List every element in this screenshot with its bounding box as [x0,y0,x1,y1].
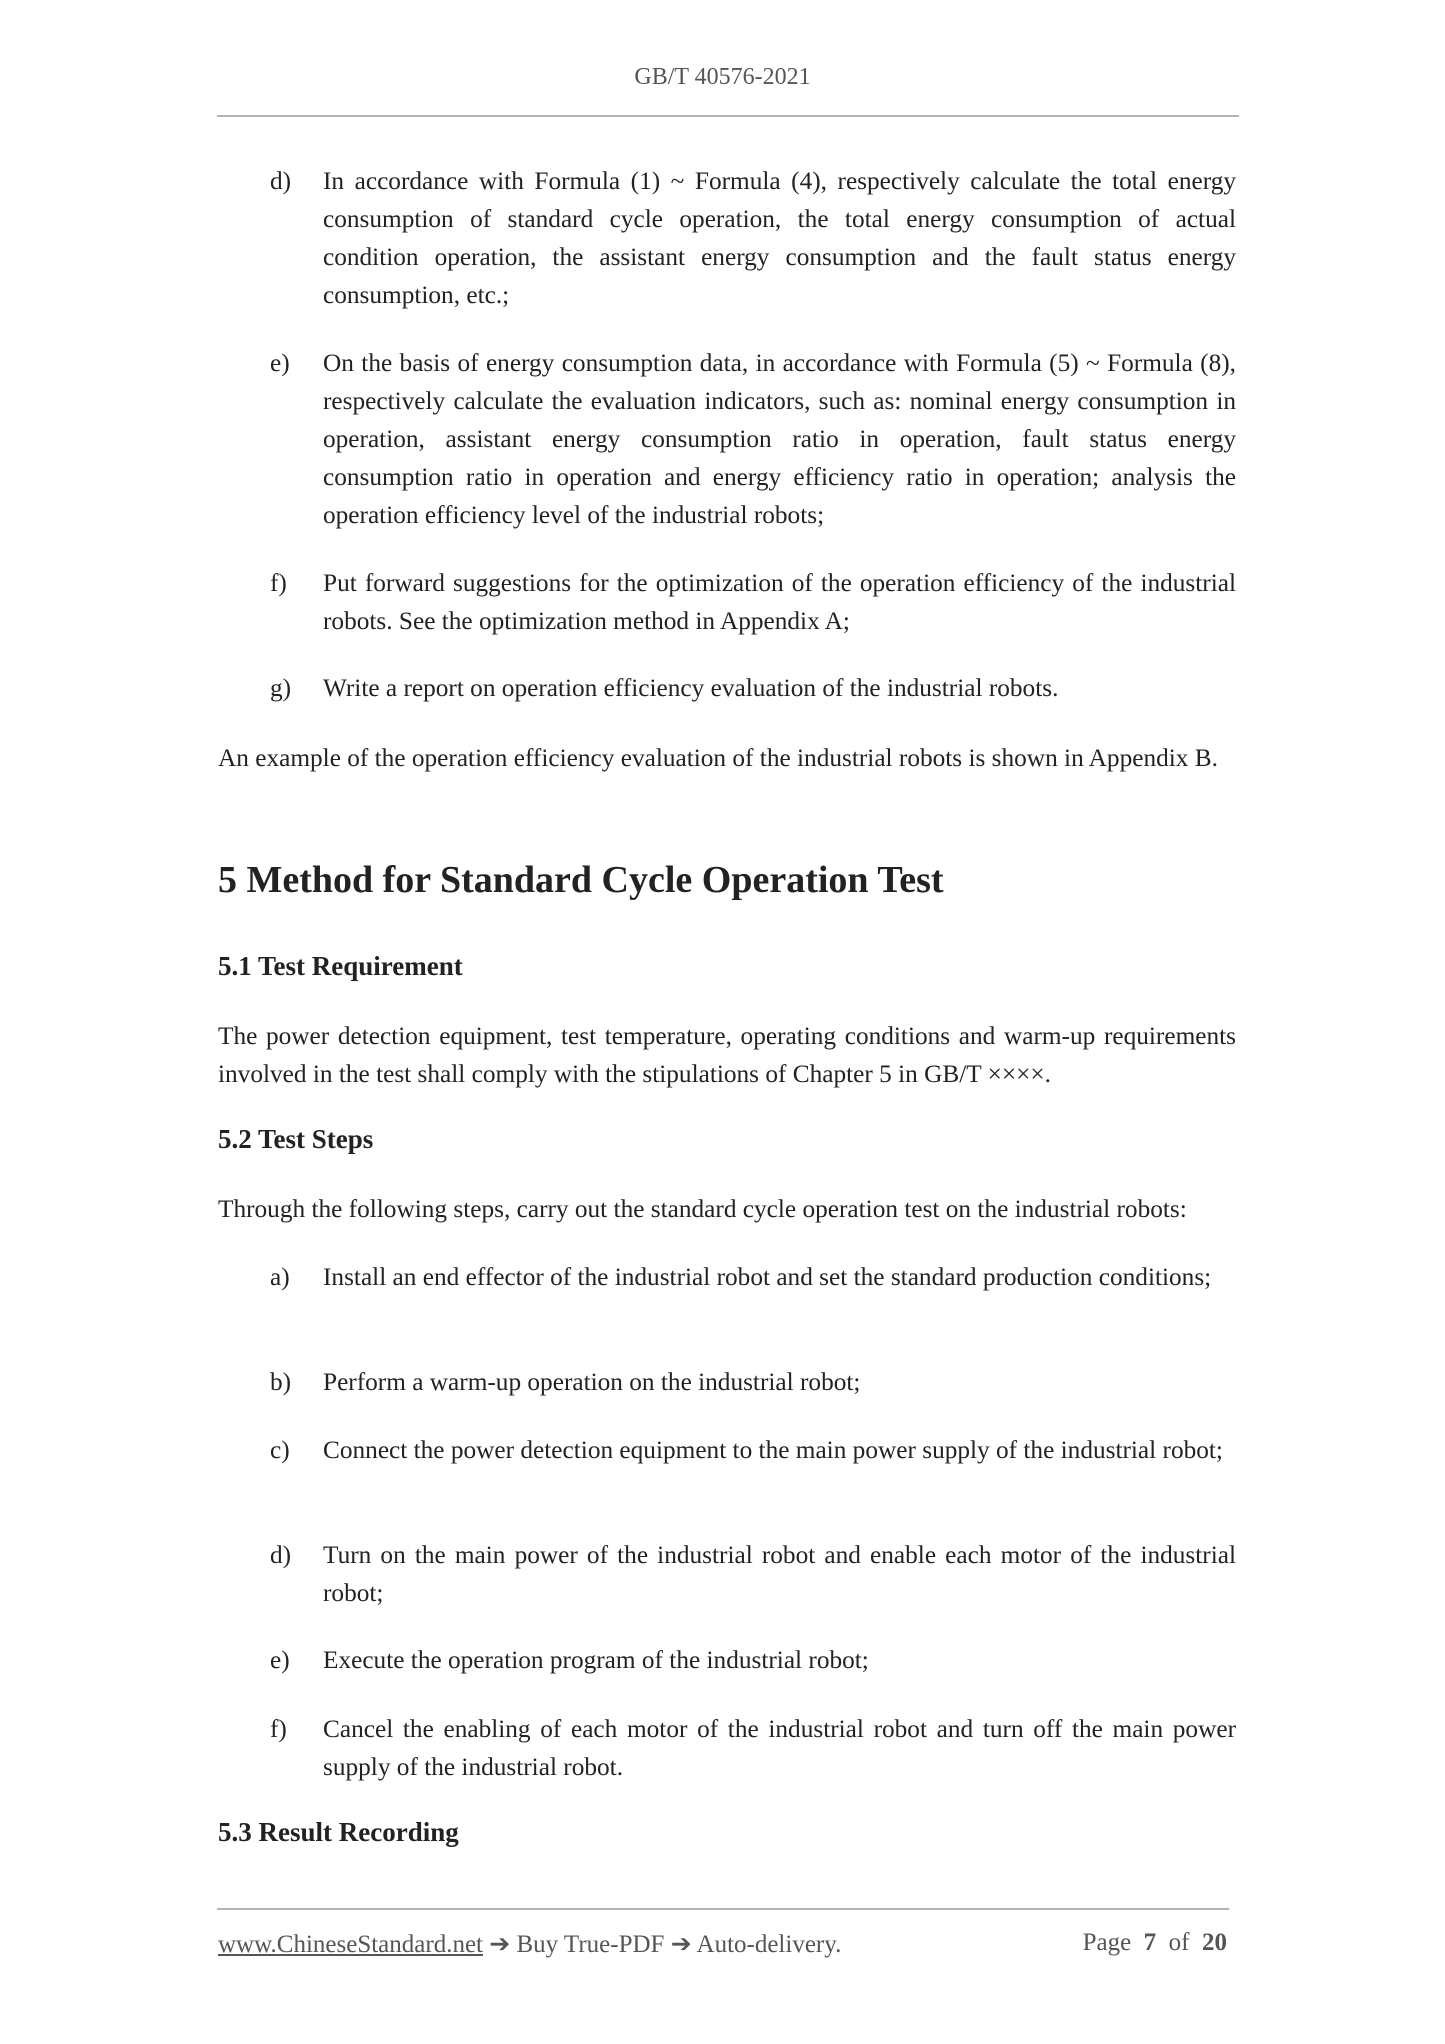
list-item [270,1431,1236,1469]
list-item [270,1363,1236,1401]
list-item [270,162,1236,314]
list-item [270,1710,1236,1786]
list-text: Turn on the main power of the industrial robot and enable each motor of the industrial robot; [323,1541,1236,1607]
section-heading: 5 Method for Standard Cycle Operation Test [218,859,944,901]
website-link[interactable]: www.ChineseStandard.net [218,1931,483,1958]
list-text: Perform a warm-up operation on the industrial robot; [323,1368,861,1396]
list-text: Write a report on operation efficiency evaluation of the industrial robots. [323,674,1059,702]
header-divider [217,115,1239,117]
page-number [1083,1929,1227,1957]
footer-promo [218,1929,841,1959]
subsection-heading: 5.3 Result Recording [218,1817,459,1847]
list-label: e) [270,349,290,377]
list-text: Connect the power detection equipment to the main power supply of the industrial robot; [323,1436,1223,1464]
arrow-icon: ➔ [489,1931,511,1958]
paragraph: The power detection equipment, test temperature, operating conditions and warm-up requirements involved in the test shall comply with the stipulations of Chapter 5 in GB/T ××××. [218,1022,1236,1088]
delivery-text: Auto-delivery. [696,1931,842,1958]
list-label: f) [270,1715,287,1743]
buy-text: Buy True-PDF [516,1931,665,1958]
list-item [270,564,1236,640]
list-label: c) [270,1436,290,1464]
document-header: GB/T 40576-2021 [634,64,811,90]
list-item [270,344,1236,534]
list-label: f) [270,569,287,597]
list-label: d) [270,1541,292,1569]
list-item [270,669,1236,707]
arrow-icon: ➔ [670,1931,692,1958]
list-label: e) [270,1646,290,1674]
of-label: of [1168,1929,1190,1956]
list-text: Execute the operation program of the industrial robot; [323,1646,869,1674]
list-item [270,1258,1236,1296]
list-item [270,1536,1236,1612]
subsection-heading: 5.2 Test Steps [218,1124,374,1154]
list-text: On the basis of energy consumption data, in accordance with Formula (5) ~ Formula (8), respectively calculate the evaluation indicators, such as: nominal energy consumption in operation, assistant energy consumption ratio in operation, fault status energy consumption ratio in operation and energy efficiency ratio in operation; analysis the operation efficiency level of the industrial robots; [323,349,1236,529]
subsection-heading: 5.1 Test Requirement [218,951,463,981]
list-label: b) [270,1368,292,1396]
total-pages: 20 [1202,1929,1227,1956]
list-label: d) [270,167,292,195]
page-label: Page [1082,1929,1132,1956]
footer-divider [217,1908,1229,1910]
current-page: 7 [1143,1929,1157,1956]
list-label: g) [270,674,292,702]
list-text: Install an end effector of the industrial robot and set the standard production conditions; [323,1263,1212,1291]
list-text: Cancel the enabling of each motor of the industrial robot and turn off the main power supply of the industrial robot. [323,1715,1236,1781]
list-item [270,1641,1236,1679]
list-text: In accordance with Formula (1) ~ Formula (4), respectively calculate the total energy consumption of standard cycle operation, the total energy consumption of actual condition operation, the assistant energy consumption and the fault status energy consumption, etc.; [323,167,1236,309]
list-label: a) [270,1263,290,1291]
paragraph: Through the following steps, carry out the standard cycle operation test on the industrial robots: [218,1195,1187,1223]
paragraph-example: An example of the operation efficiency evaluation of the industrial robots is shown in Appendix B. [218,744,1218,772]
list-text: Put forward suggestions for the optimization of the operation efficiency of the industrial robots. See the optimization method in Appendix A; [323,569,1236,635]
